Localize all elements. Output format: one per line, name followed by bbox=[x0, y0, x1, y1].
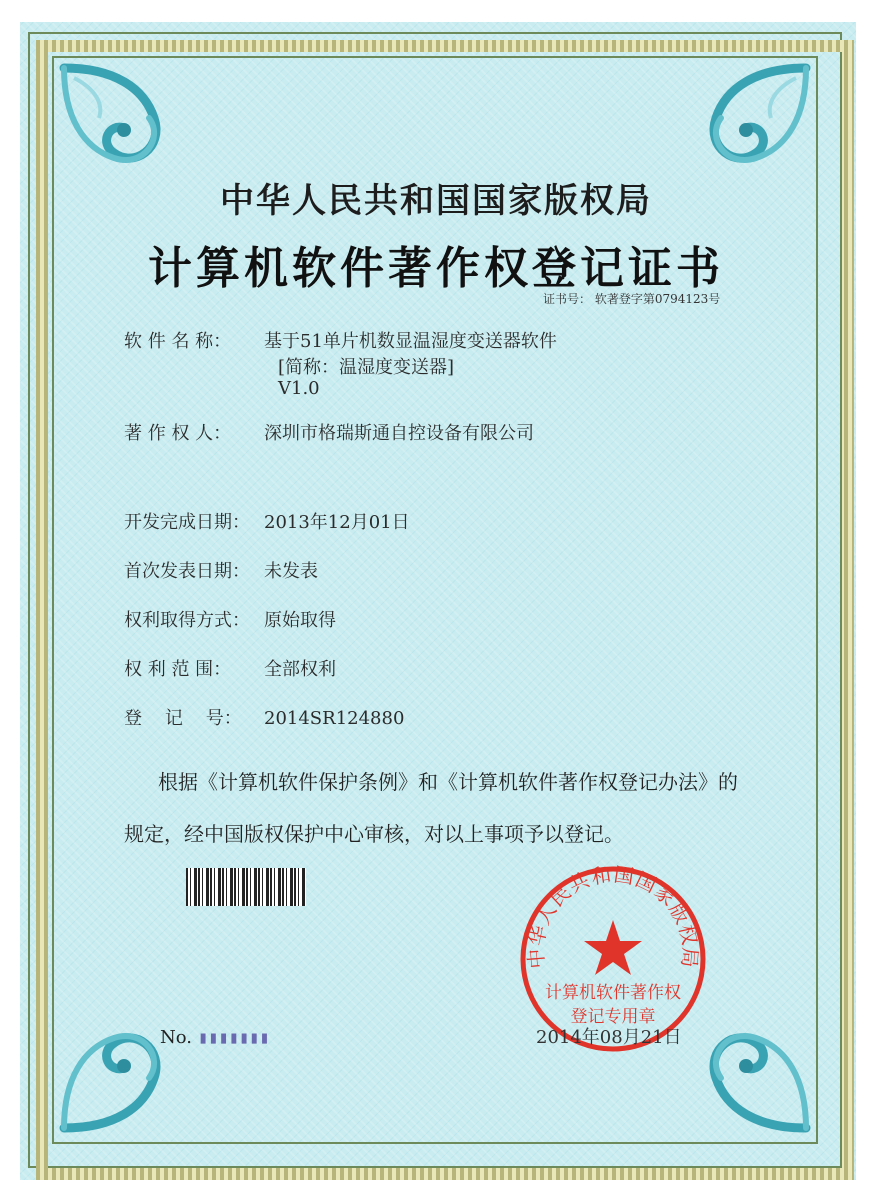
corner-scroll-icon bbox=[54, 988, 204, 1138]
dev-date-value: 2013年12月01日 bbox=[264, 512, 410, 533]
seal-date: 2014年08月21日 bbox=[536, 1027, 682, 1048]
software-name-row bbox=[124, 327, 557, 353]
issuer-title: 中华人民共和国国家版权局 bbox=[220, 181, 652, 221]
rights-method-value: 原始取得 bbox=[264, 610, 336, 631]
copyright-holder-value: 深圳市格瑞斯通自控设备有限公司 bbox=[264, 423, 534, 444]
rights-scope-row bbox=[124, 655, 336, 681]
rights-scope-label: 权 利 范 围： bbox=[124, 659, 232, 680]
registration-number-row bbox=[124, 704, 404, 730]
rights-scope-value: 全部权利 bbox=[264, 659, 336, 680]
certificate-title: 计算机软件著作权登记证书 bbox=[148, 243, 724, 294]
publish-date-label: 首次发表日期： bbox=[124, 561, 250, 582]
serial-number bbox=[160, 1027, 270, 1048]
registration-number-label: 登 记 号： bbox=[124, 708, 242, 729]
dev-date-label: 开发完成日期： bbox=[124, 512, 250, 533]
software-short-name: [简称：温湿度变送器] bbox=[278, 357, 455, 378]
software-version: V1.0 bbox=[278, 378, 320, 399]
serial-label: No. bbox=[160, 1027, 192, 1048]
publish-date-value: 未发表 bbox=[264, 561, 318, 582]
cert-no-label: 证书号： bbox=[543, 292, 592, 306]
barcode bbox=[186, 868, 306, 906]
software-name-label: 软 件 名 称： bbox=[124, 331, 232, 352]
copyright-holder-label: 著 作 权 人： bbox=[124, 423, 232, 444]
rights-method-label: 权利取得方式： bbox=[124, 610, 250, 631]
cert-no-value: 软著登字第0794123号 bbox=[594, 292, 721, 306]
serial-number-digits-icon: ▮▮▮▮▮▮▮ bbox=[198, 1028, 270, 1048]
statement-line-1: 根据《计算机软件保护条例》和《计算机软件著作权登记办法》的 bbox=[158, 770, 738, 794]
publish-date-row bbox=[124, 557, 318, 583]
seal-line-1: 计算机软件著作权 bbox=[545, 983, 681, 1003]
statement-line-2: 规定，经中国版权保护中心审核，对以上事项予以登记。 bbox=[124, 822, 624, 846]
copyright-holder-row bbox=[124, 419, 534, 445]
dev-date-row bbox=[124, 508, 410, 534]
registration-number-value: 2014SR124880 bbox=[264, 708, 405, 729]
software-name-value: 基于51单片机数显温湿度变送器软件 bbox=[264, 331, 557, 352]
rights-method-row bbox=[124, 606, 336, 632]
seal-arc-text: 中华人民共和国国家版权局 bbox=[523, 862, 703, 970]
seal-line-2: 登记专用章 bbox=[570, 1007, 656, 1027]
certificate-number bbox=[543, 290, 720, 307]
